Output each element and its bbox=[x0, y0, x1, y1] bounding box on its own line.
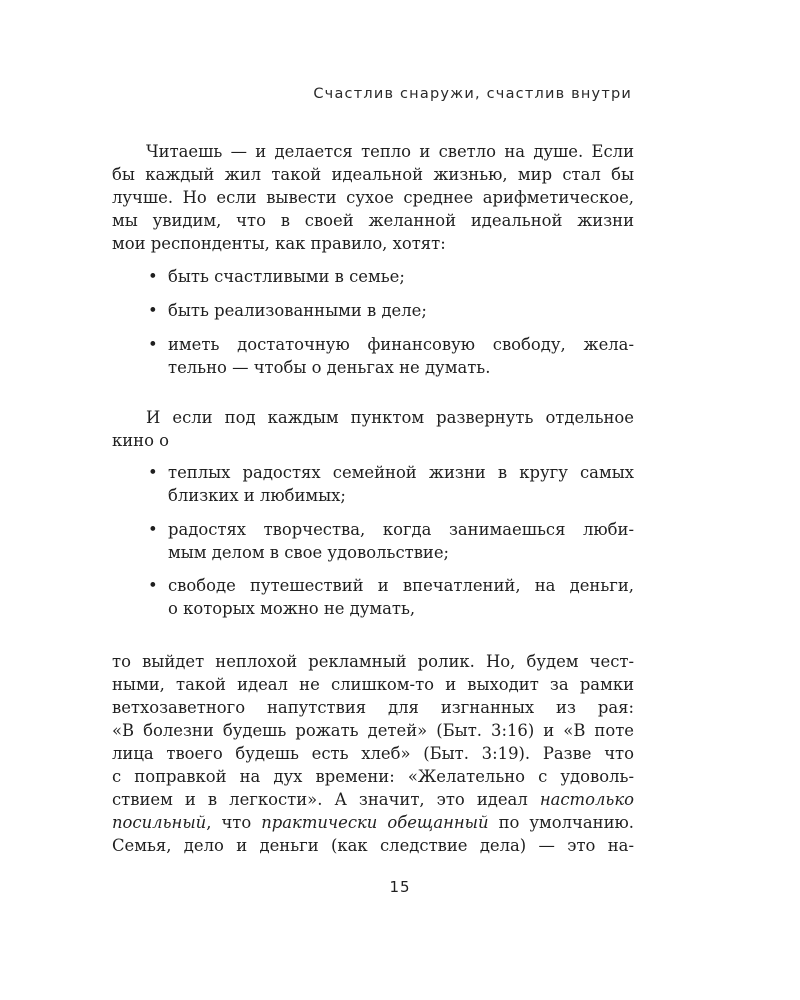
text-line: кино о bbox=[112, 431, 170, 450]
text-line: с поправкой на дух времени: «Желательно с удоволь- bbox=[112, 767, 634, 786]
paragraph-1 bbox=[112, 140, 634, 255]
list-item-text: быть реализованными в деле; bbox=[168, 301, 427, 320]
list-item-text: быть счастливыми в семье; bbox=[168, 267, 405, 286]
text-line: лица твоего будешь есть хлеб» (Быт. 3:19). Разве что bbox=[112, 744, 634, 763]
list-item-line bbox=[112, 299, 634, 322]
text-line: то выйдет неплохой рекламный ролик. Но, будем чест- bbox=[112, 652, 634, 671]
italic-run: посильный bbox=[112, 813, 207, 832]
text-run: по умолчанию. bbox=[488, 813, 634, 832]
bullet-icon: • bbox=[148, 267, 158, 286]
list-item bbox=[112, 574, 634, 620]
text-line: ными, такой идеал не слишком-то и выходит за рамки bbox=[112, 675, 634, 694]
text-line: бы каждый жил такой идеальной жизнью, мир стал бы bbox=[112, 165, 634, 184]
text-line: мои респонденты, как правило, хотят: bbox=[112, 234, 446, 253]
list-item bbox=[112, 518, 634, 564]
bullet-icon: • bbox=[148, 335, 158, 354]
text-line: Читаешь — и делается тепло и светло на душе. Если bbox=[146, 142, 634, 161]
bullet-icon: • bbox=[148, 520, 158, 539]
italic-run: настолько bbox=[539, 790, 634, 809]
bullet-icon: • bbox=[148, 301, 158, 320]
text-line: И если под каждым пунктом развернуть отдельное bbox=[146, 408, 634, 427]
list-item-text: свободе путешествий и впечатлений, на деньги, bbox=[168, 576, 634, 595]
list-item bbox=[112, 265, 634, 288]
paragraph-3 bbox=[112, 650, 634, 857]
list-item-line: близких и любимых; bbox=[168, 486, 346, 505]
list-item-line bbox=[112, 333, 634, 356]
text-line bbox=[112, 811, 634, 834]
list-item-line: о которых можно не думать, bbox=[168, 599, 416, 618]
page-number: 15 bbox=[389, 878, 411, 896]
list-item bbox=[112, 333, 634, 379]
list-item-line bbox=[112, 461, 634, 484]
list-item-text: радостях творчества, когда занимаешься люби- bbox=[168, 520, 634, 539]
paragraph-2 bbox=[112, 406, 634, 452]
text-run: ствием и в легкости». А значит, это идеал bbox=[112, 790, 540, 809]
list-item-line bbox=[112, 518, 634, 541]
running-header: Счастлив снаружи, счастлив внутри bbox=[313, 86, 632, 102]
list-item bbox=[112, 299, 634, 322]
italic-run: практически обещанный bbox=[261, 813, 489, 832]
text-line: ветхозаветного напутствия для изгнанных из рая: bbox=[112, 698, 634, 717]
list-item-text: иметь достаточную финансовую свободу, жела- bbox=[168, 335, 634, 354]
list-item-line: мым делом в свое удовольствие; bbox=[168, 543, 450, 562]
list-item-line bbox=[112, 265, 634, 288]
text-line: Семья, дело и деньги (как следствие дела) — это на- bbox=[112, 836, 634, 855]
text-run: , что bbox=[206, 813, 262, 832]
bullet-icon: • bbox=[148, 576, 158, 595]
text-line: «В болезни будешь рожать детей» (Быт. 3:16) и «В поте bbox=[112, 721, 634, 740]
text-line: лучше. Но если вывести сухое среднее арифметическое, bbox=[112, 188, 634, 207]
list-item-line: тельно — чтобы о деньгах не думать. bbox=[168, 358, 491, 377]
list-item-text: теплых радостях семейной жизни в кругу самых bbox=[168, 463, 634, 482]
bullet-icon: • bbox=[148, 463, 158, 482]
list-item-line bbox=[112, 574, 634, 597]
list-item bbox=[112, 461, 634, 507]
text-line bbox=[112, 788, 634, 811]
text-line: мы увидим, что в своей желанной идеальной жизни bbox=[112, 211, 634, 230]
